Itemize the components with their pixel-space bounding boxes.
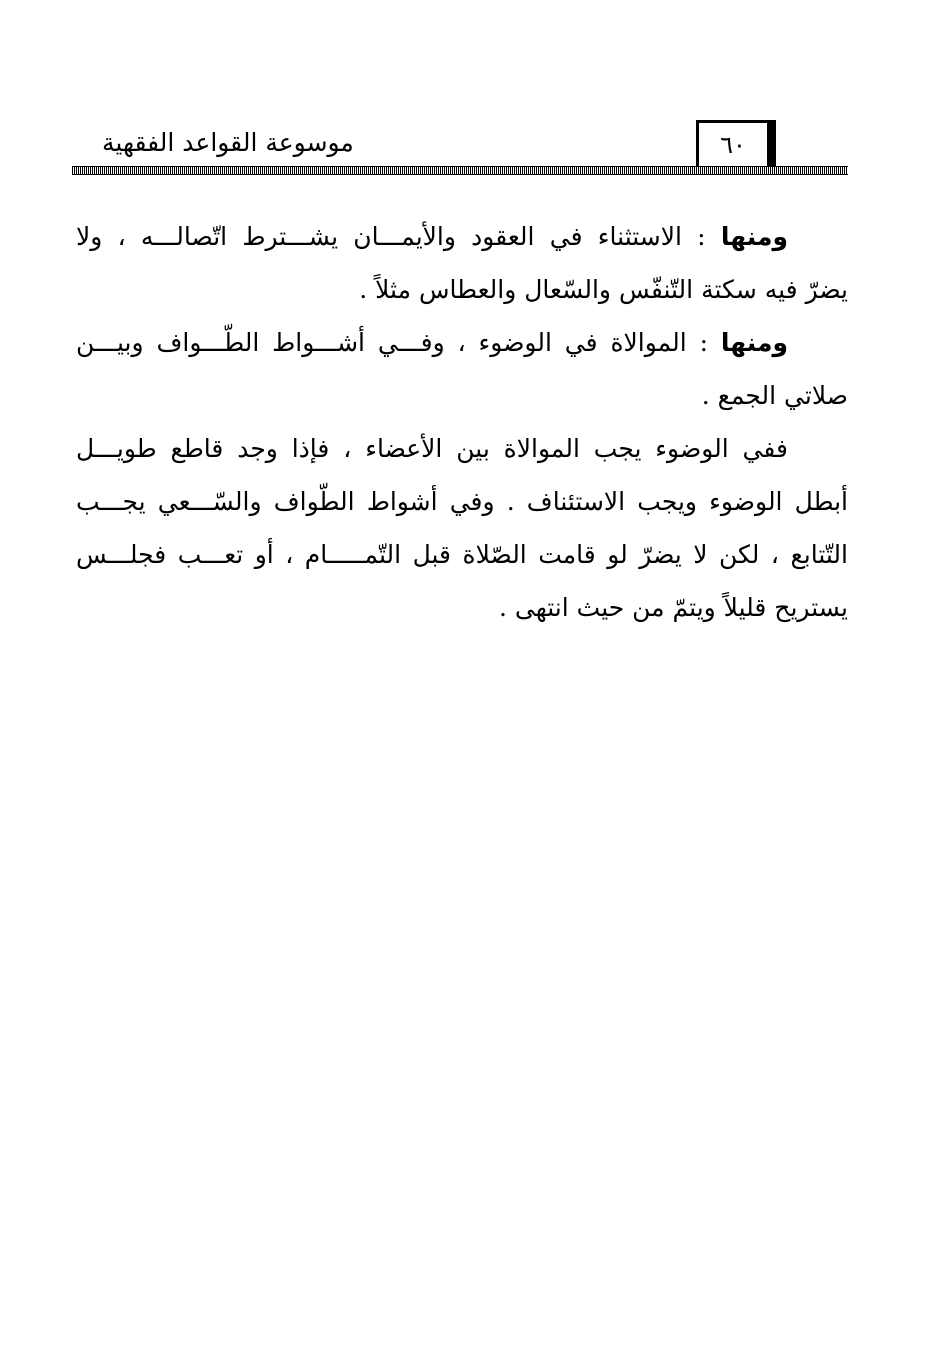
paragraph-keyword: ومنها (720, 222, 789, 251)
page-header (72, 120, 848, 180)
header-rule (72, 166, 848, 175)
paragraph-2 (76, 316, 848, 422)
text-line (76, 316, 848, 369)
line-text: : الاستثناء في العقود والأيمـــان يشـــترط اتّصالـــه ، ولا (76, 222, 706, 251)
page-number: ٦٠ (696, 120, 776, 168)
paragraph-1 (76, 210, 848, 316)
paragraph-3 (76, 422, 848, 634)
book-title: موسوعة القواعد الفقهية (102, 128, 354, 157)
paragraph-keyword: ومنها (720, 328, 789, 357)
text-line: يضرّ فيه سكتة التّنفّس والسّعال والعطاس مثلاً . (359, 275, 848, 304)
text-line: التّتابع ، لكن لا يضرّ لو قامت الصّلاة قبل التّمـــــام ، أو تعـــب فجلـــس (76, 540, 848, 569)
line-text: : الموالاة في الوضوء ، وفـــي أشـــواط الطّـــواف وبيـــن (76, 328, 708, 357)
page-body (76, 210, 848, 634)
text-line: صلاتي الجمع . (701, 381, 848, 410)
text-line (76, 210, 848, 263)
text-line: يستريح قليلاً ويتمّ من حيث انتهى . (499, 593, 848, 622)
text-line: أبطل الوضوء ويجب الاستئناف . وفي أشواط الطّواف والسّـــعي يجـــب (76, 487, 848, 516)
text-line: ففي الوضوء يجب الموالاة بين الأعضاء ، فإذا وجد قاطع طويـــل (76, 434, 788, 463)
